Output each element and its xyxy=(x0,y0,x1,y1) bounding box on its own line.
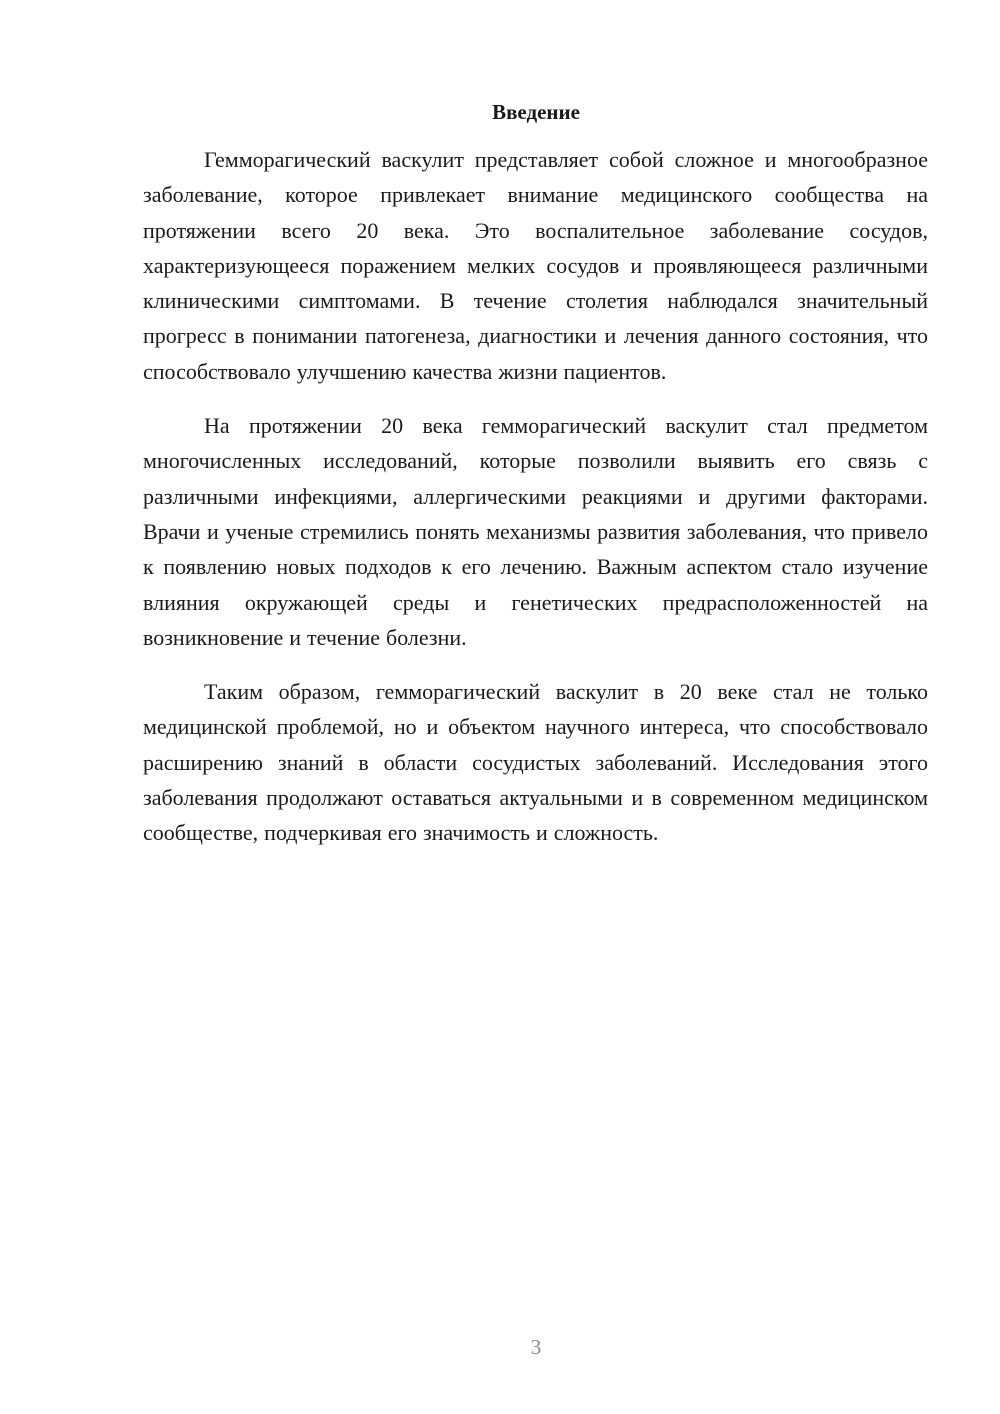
paragraph-1: Гемморагический васкулит представляет собой сложное и многообразное заболевание, которое привлекает внимание медицинского сообщества на протяжении всего 20 века. Это воспалительное заболевание сосудов, характеризующееся поражением мелких сосудов и проявляющееся различными клиническими симптомами. В течение столетия наблюдался значительный прогресс в понимании патогенеза, диагностики и лечения данного состояния, что способствовало улучшению качества жизни пациентов. xyxy=(143,147,928,384)
paragraph-3: Таким образом, гемморагический васкулит в 20 веке стал не только медицинской проблемой, но и объектом научного интереса, что способствовало расширению знаний в области сосудистых заболеваний. Исследования этого заболевания продолжают оставаться актуальными и в современном медицинском сообществе, подчеркивая его значимость и сложность. xyxy=(143,679,928,846)
paragraph-2: На протяжении 20 века гемморагический васкулит стал предметом многочисленных исследований, которые позволили выявить его связь с различными инфекциями, аллергическими реакциями и другими факторами. Врачи и ученые стремились понять механизмы развития заболевания, что привело к появлению новых подходов к его лечению. Важным аспектом стало изучение влияния окружающей среды и генетических предрасположенностей на возникновение и течение болезни. xyxy=(143,413,928,650)
section-heading: Введение xyxy=(492,100,580,124)
body-text xyxy=(143,142,928,870)
page-number: 3 xyxy=(530,1335,542,1359)
